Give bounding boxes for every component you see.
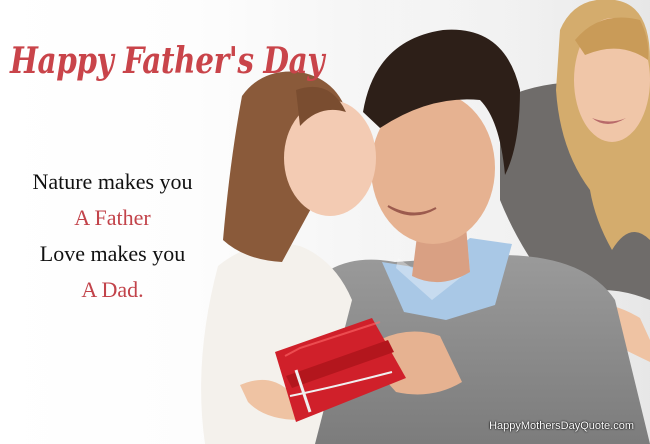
quote-line-3: Love makes you <box>39 241 186 266</box>
site-watermark: HappyMothersDayQuote.com <box>489 420 634 432</box>
quote-line-2: A Father <box>74 205 151 230</box>
quote-block <box>0 164 225 308</box>
quote-line-4: A Dad. <box>81 277 144 302</box>
quote-line-1: Nature makes you <box>32 169 193 194</box>
card-title: Happy Father's Day <box>10 40 325 82</box>
